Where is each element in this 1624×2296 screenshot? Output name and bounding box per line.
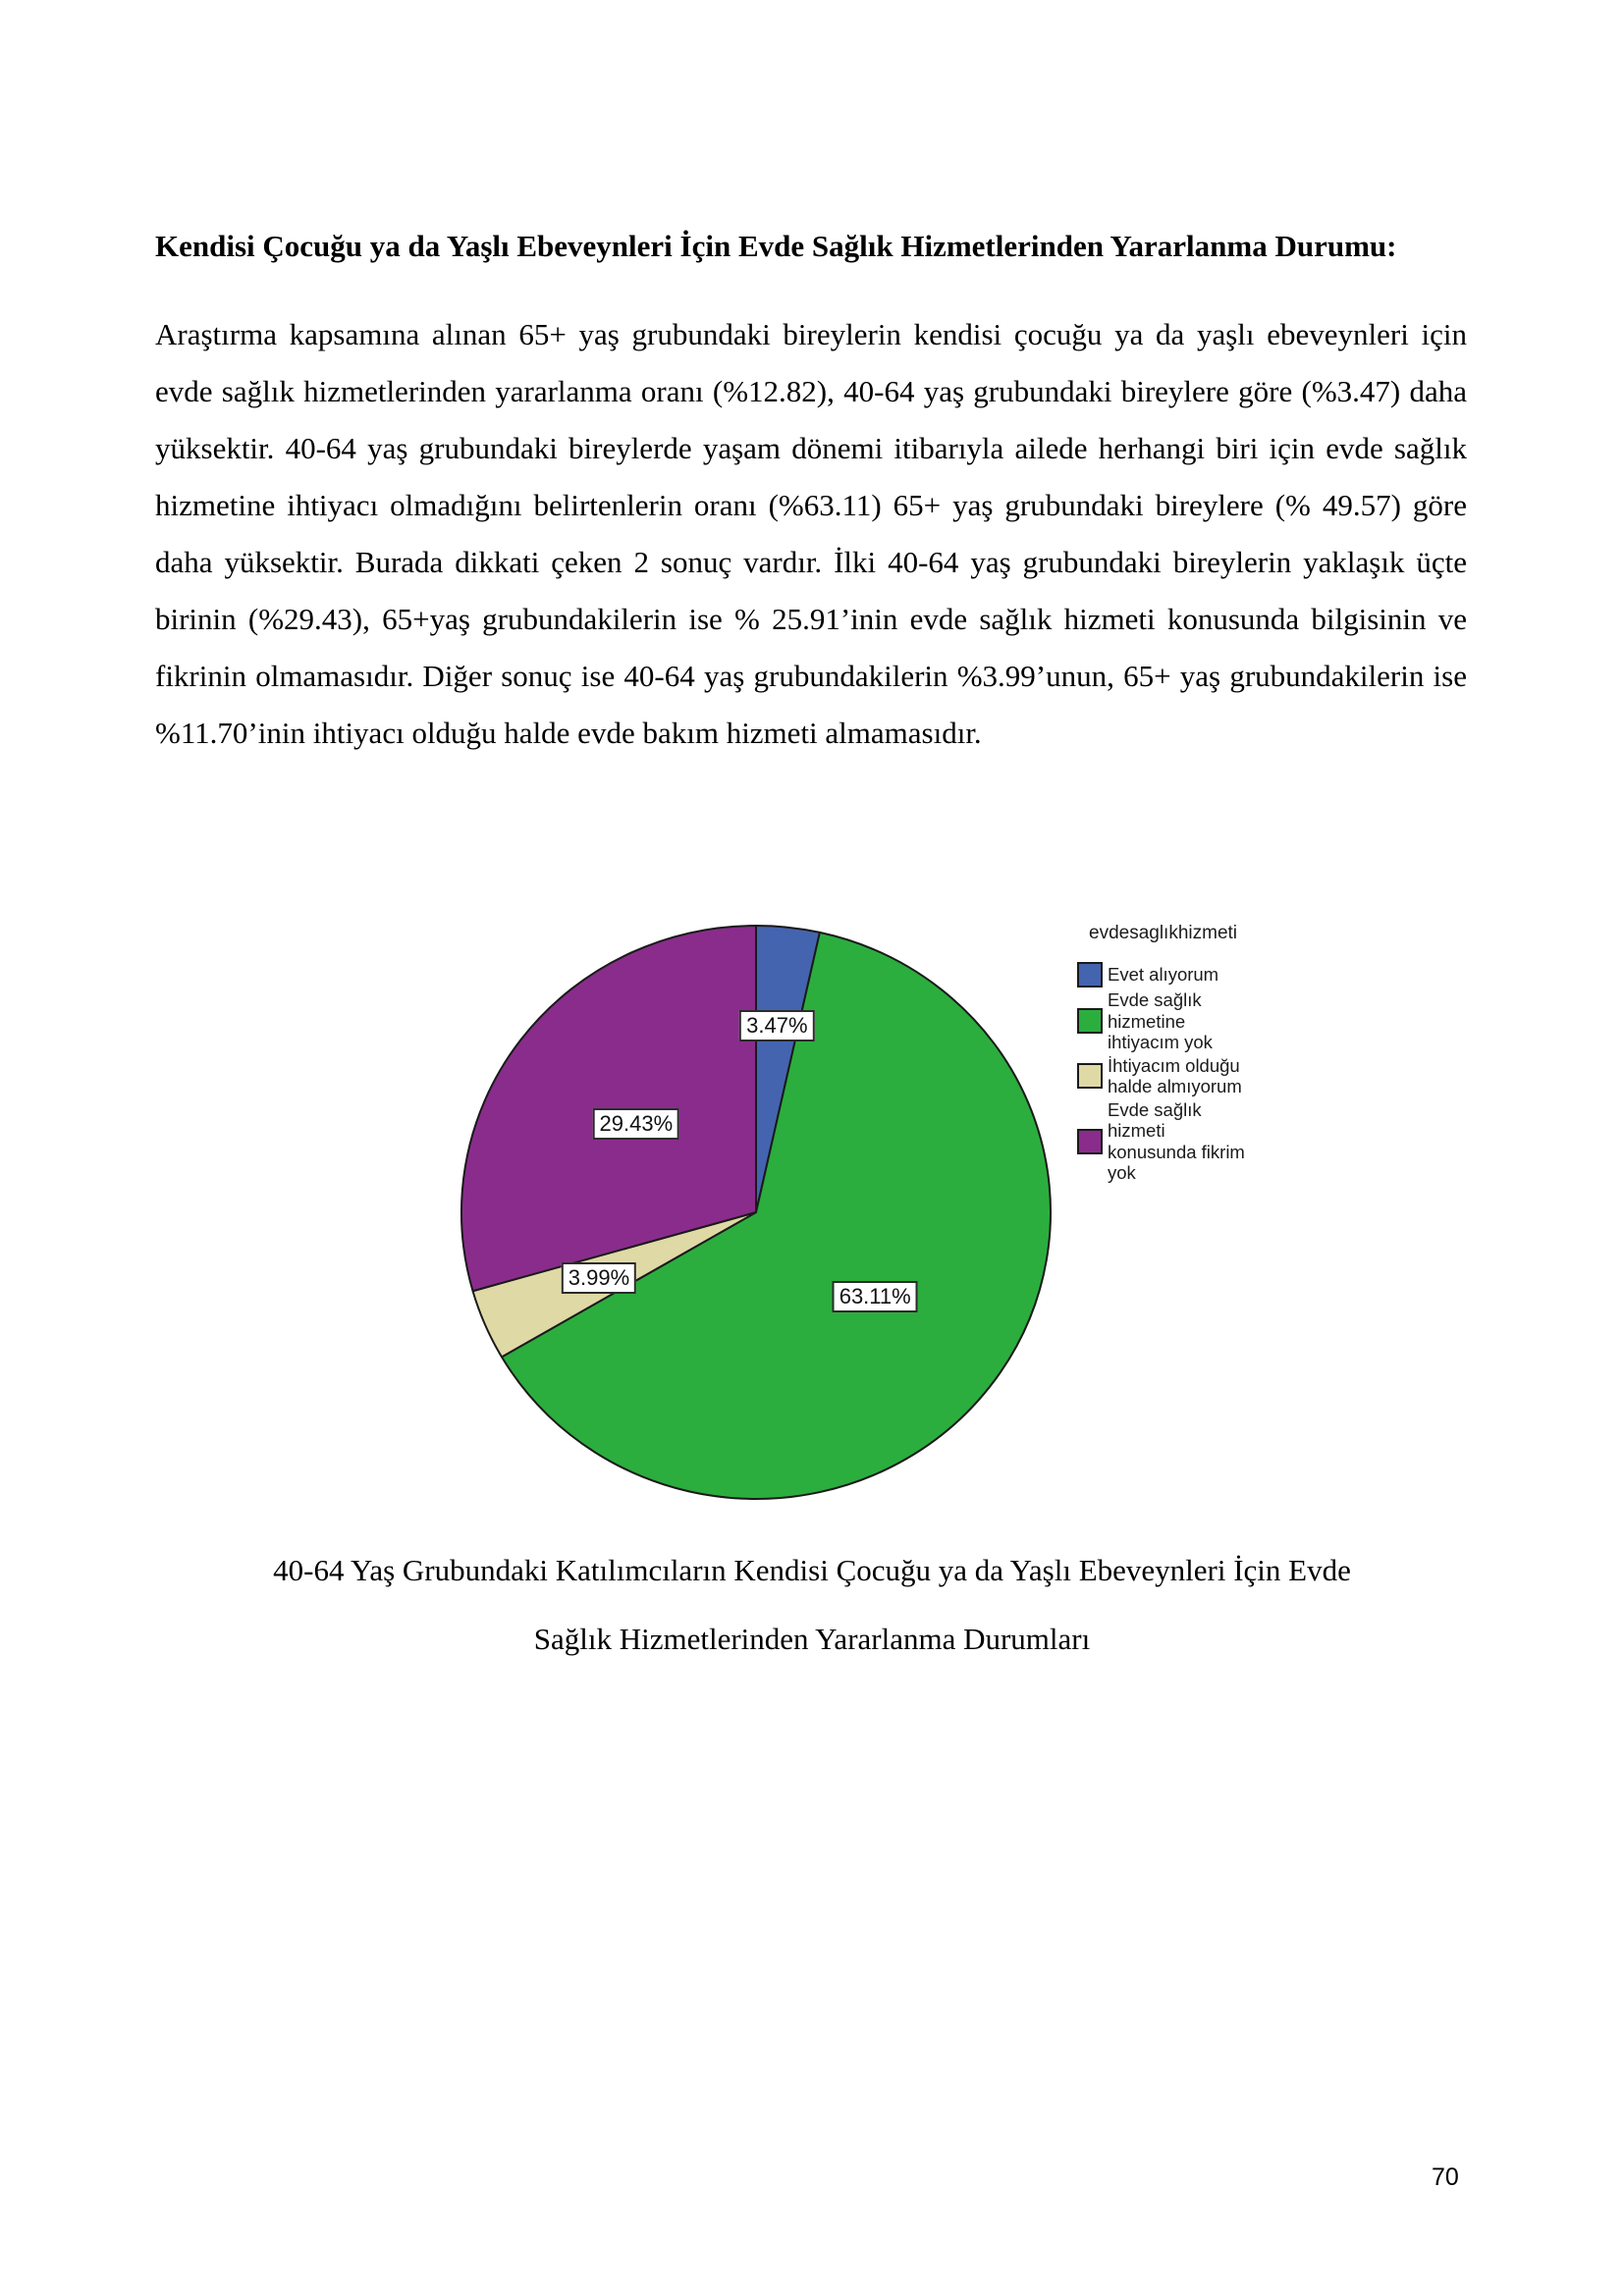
figure-caption-line-1: 40-64 Yaş Grubundaki Katılımcıların Kendisi Çocuğu ya da Yaşlı Ebeveynleri İçin Evde xyxy=(273,1553,1351,1587)
legend-label: Evet alıyorum xyxy=(1108,964,1219,986)
legend-swatch xyxy=(1077,962,1103,988)
legend-swatch xyxy=(1077,1129,1103,1154)
legend-label: İhtiyacım olduğu halde almıyorum xyxy=(1108,1054,1242,1096)
legend-item xyxy=(1077,1055,1323,1097)
pie-chart-area xyxy=(393,883,1100,1551)
body-paragraph: Araştırma kapsamına alınan 65+ yaş grubundaki bireylerin kendisi çocuğu ya da yaşlı ebeveynleri için evde sağlık hizmetlerinden yararlanma oranı (%12.82), 40-64 yaş grubundaki bireylere göre (%3.47) daha yüksektir. 40-64 yaş grubundaki bireylerde yaşam dönemi itibarıyla ailede herhangi biri için evde sağlık hizmetine ihtiyacı olmadığını belirtenlerin oranı (%63.11) 65+ yaş grubundaki bireylere (% 49.57) göre daha yüksektir. Burada dikkati çeken 2 sonuç vardır. İlki 40-64 yaş grubundaki bireylerin yaklaşık üçte birinin (%29.43), 65+yaş grubundakilerin ise % 25.91’inin evde sağlık hizmeti konusunda bilgisinin ve fikrinin olmamasıdır. Diğer sonuç ise 40-64 yaş grubundakilerin %3.99’unun, 65+ yaş grubundakilerin ise %11.70’inin ihtiyacı olduğu halde evde bakım hizmeti almamasıdır. xyxy=(155,317,1467,750)
legend-items xyxy=(1077,962,1323,1184)
section-heading: Kendisi Çocuğu ya da Yaşlı Ebeveynleri İçin Evde Sağlık Hizmetlerinden Yararlanma Durumu: xyxy=(155,229,1397,263)
pie-label: 29.43% xyxy=(593,1108,680,1140)
legend-label: Evde sağlık hizmeti konusunda fikrim yok xyxy=(1108,1098,1245,1183)
figure-caption-line-2: Sağlık Hizmetlerinden Yararlanma Durumları xyxy=(533,1622,1091,1656)
legend-item xyxy=(1077,989,1323,1053)
legend-label: Evde sağlık hizmetine ihtiyacım yok xyxy=(1108,989,1213,1052)
legend-item xyxy=(1077,962,1323,988)
page-number: 70 xyxy=(1432,2163,1459,2191)
legend-item xyxy=(1077,1099,1323,1184)
pie-label: 3.99% xyxy=(562,1262,636,1294)
legend-swatch xyxy=(1077,1008,1103,1034)
legend-title: evdesaglıkhizmeti xyxy=(1089,923,1238,943)
legend-swatch xyxy=(1077,1063,1103,1089)
pie-chart xyxy=(393,883,1100,1551)
pie-label: 63.11% xyxy=(833,1281,918,1312)
pie-label: 3.47% xyxy=(739,1010,814,1041)
chart-legend xyxy=(1077,923,1323,1186)
